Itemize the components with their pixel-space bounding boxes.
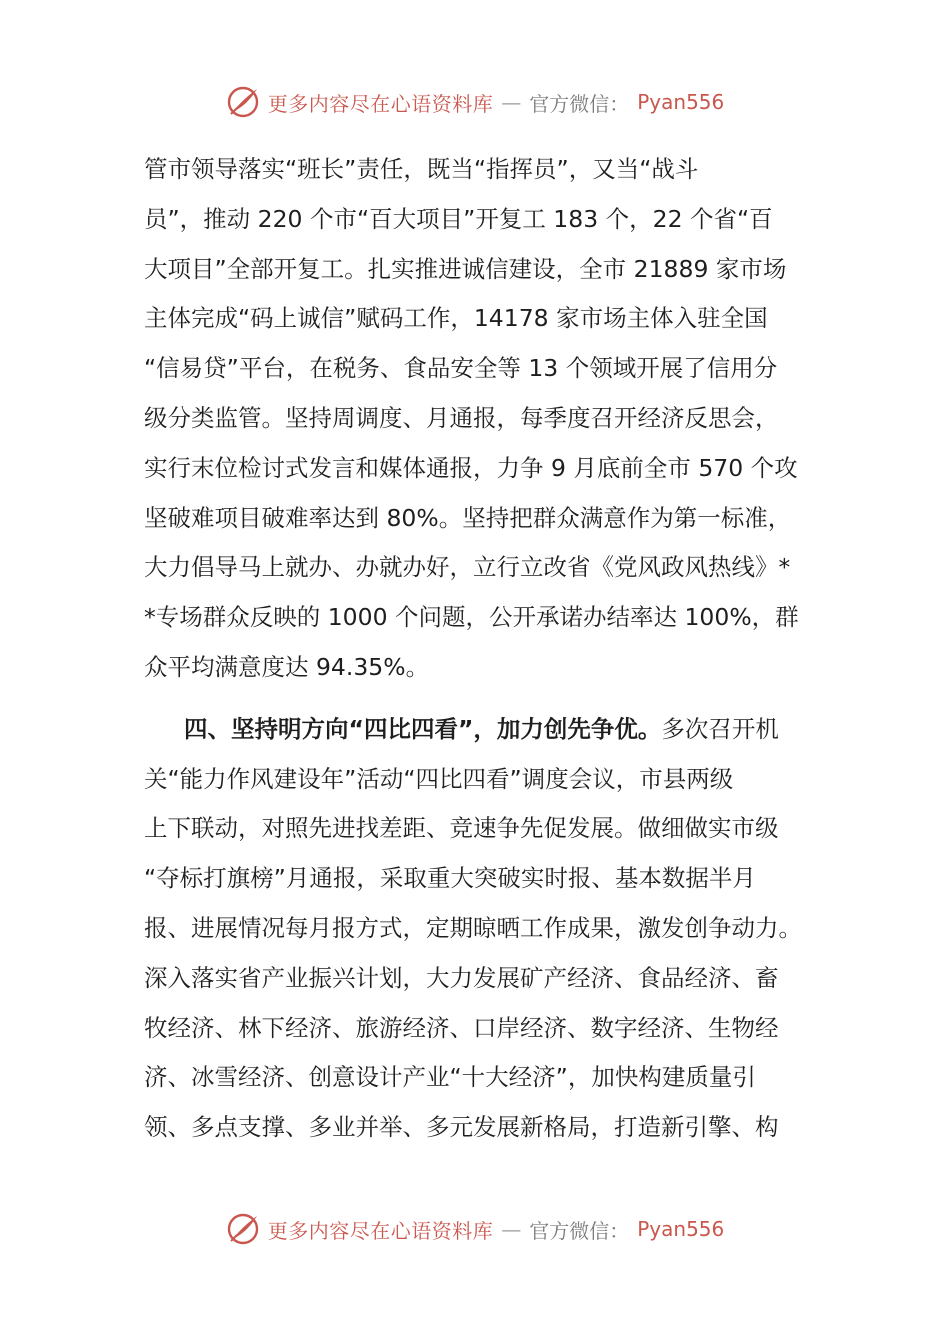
text-line: 领、多点支撑、多业并举、多元发展新格局，打造新引擎、构 [144, 1113, 779, 1142]
text-line: *专场群众反映的 1000 个问题，公开承诺办结率达 100%，群 [144, 603, 799, 632]
footer-banner [0, 1209, 950, 1249]
header-site-text: 更多内容尽在心语资料库 [267, 91, 494, 116]
text-line: 牧经济、林下经济、旅游经济、口岸经济、数字经济、生物经 [144, 1013, 779, 1042]
text-line: “信易贷”平台，在税务、食品安全等 13 个领域开展了信用分 [144, 354, 778, 383]
document-body [144, 145, 809, 1153]
header-wechat-label: 官方微信： [529, 91, 630, 116]
quill-logo-icon [226, 85, 260, 119]
text-line [144, 705, 809, 755]
footer-separator: — [501, 1217, 522, 1241]
section-heading-rest: 多次召开机 [661, 714, 779, 743]
text-line: 众平均满意度达 94.35%。 [144, 652, 430, 681]
footer-wechat-label: 官方微信： [529, 1218, 630, 1243]
paragraph-1 [144, 145, 809, 693]
header-separator: — [501, 90, 522, 114]
paragraph-gap [144, 693, 809, 705]
footer-wechat-id: Pyan556 [637, 1217, 725, 1241]
text-line: 上下联动，对照先进找差距、竞速争先促发展。做细做实市级 [144, 814, 779, 843]
header-wechat-id: Pyan556 [637, 90, 725, 114]
text-line: 级分类监管。坚持周调度、月通报，每季度召开经济反思会， [144, 403, 779, 432]
text-line: 深入落实省产业振兴计划，大力发展矿产经济、食品经济、畜 [144, 963, 779, 992]
text-line: 济、冰雪经济、创意设计产业“十大经济”，加快构建质量引 [144, 1063, 756, 1092]
paragraph-2 [144, 705, 809, 1153]
text-line: 管市领导落实“班长”责任，既当“指挥员”，又当“战斗 [144, 155, 699, 183]
text-line: 实行末位检讨式发言和媒体通报，力争 9 月底前全市 570 个攻 [144, 453, 798, 482]
header-banner [0, 82, 950, 122]
text-line: 主体完成“码上诚信”赋码工作，14178 家市场主体入驻全国 [144, 304, 768, 333]
section-heading: 四、坚持明方向“四比四看”，加力创先争优。 [184, 714, 662, 743]
text-line: “夺标打旗榜”月通报，采取重大突破实时报、基本数据半月 [144, 864, 756, 893]
text-line: 坚破难项目破难率达到 80%。坚持把群众满意作为第一标准， [144, 503, 792, 532]
text-line: 员”，推动 220 个市“百大项目”开复工 183 个，22 个省“百 [144, 204, 773, 233]
quill-logo-icon [226, 1212, 260, 1246]
text-line: 关“能力作风建设年”活动“四比四看”调度会议，市县两级 [144, 764, 734, 793]
footer-site-text: 更多内容尽在心语资料库 [267, 1218, 494, 1243]
text-line: 大项目”全部开复工。扎实推进诚信建设，全市 21889 家市场 [144, 254, 787, 283]
text-line: 报、进展情况每月报方式，定期晾晒工作成果，激发创争动力。 [144, 913, 802, 942]
text-line: 大力倡导马上就办、办就办好，立行立改省《党风政风热线》* [144, 553, 791, 582]
